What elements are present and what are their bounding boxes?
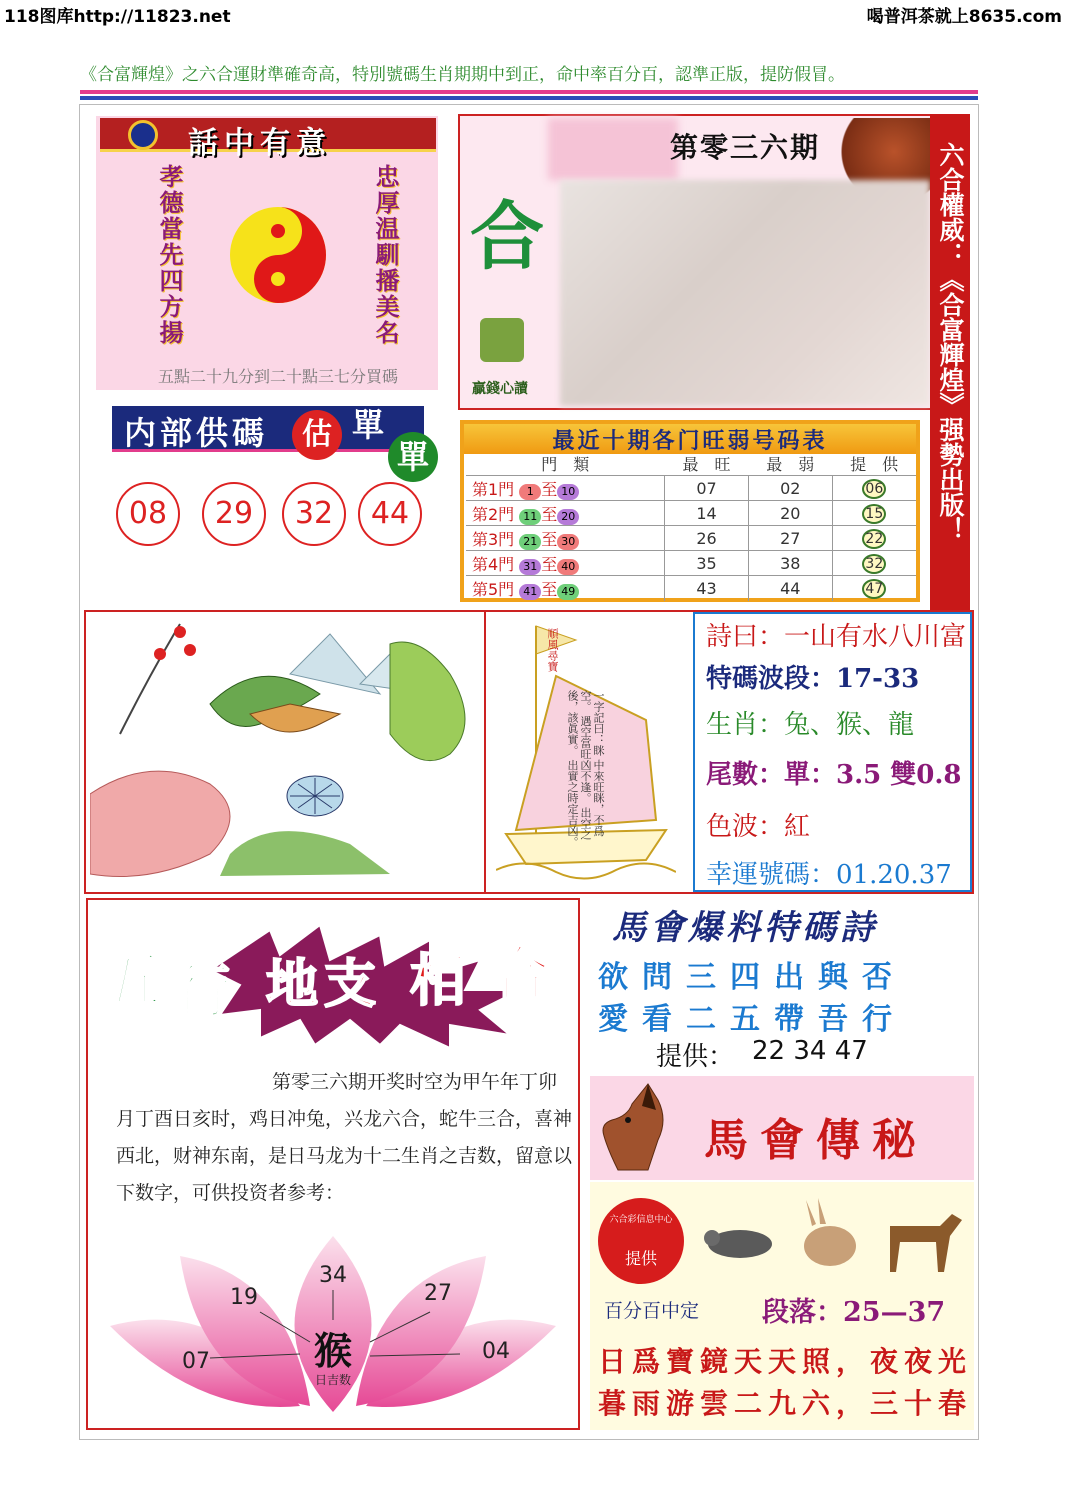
- poem-line: 色波：紅: [706, 812, 811, 842]
- neibu-number: 08: [116, 482, 180, 546]
- ball-badge: 21: [519, 534, 541, 550]
- column-header: 最 弱: [748, 452, 832, 476]
- rabbit-icon: [804, 1198, 856, 1266]
- wuxing-title-graphic: [100, 920, 570, 1050]
- table-row: [466, 526, 916, 551]
- door-label: 第1門: [472, 479, 515, 499]
- header-rule-pink: [80, 90, 978, 94]
- zodiac-animals-image: [700, 1196, 966, 1276]
- middle-divider: [484, 610, 486, 894]
- column-header: 最 旺: [665, 452, 749, 476]
- wallet-label: 贏錢心讀: [472, 381, 528, 397]
- mahui-provide-value: 22 34 47: [752, 1036, 868, 1066]
- stamp-ring-text: 六合彩信息中心: [609, 1215, 673, 1225]
- range-sep: 至: [541, 479, 558, 499]
- table-row: [466, 476, 916, 501]
- stamp-icon: [598, 1198, 684, 1284]
- door-label: 第5門: [472, 579, 515, 599]
- stamp-text: 提供: [624, 1249, 657, 1268]
- ball-badge: 41: [519, 584, 541, 600]
- site-link-right[interactable]: 喝普洱茶就上8635.com: [866, 7, 1062, 27]
- poem-line: 詩曰：一山有水八川富: [706, 622, 967, 652]
- offer-ring: 32: [862, 554, 886, 574]
- wuxing-title-char: 支: [324, 955, 377, 1015]
- table-row: [466, 576, 916, 601]
- mhcm-title: 馬會傳秘: [704, 1115, 928, 1166]
- range-sep: 至: [541, 554, 558, 574]
- hzy-right-verse: 忠厚温馴播美名: [371, 164, 399, 346]
- neibu-gu-badge: 估: [292, 410, 342, 460]
- column-header: 提 供: [832, 452, 916, 476]
- mhcm-verse: 暮雨游雲二九六，三十春: [598, 1387, 973, 1420]
- neibu-dan-badge: 單: [388, 432, 438, 482]
- logo-icon: [128, 120, 158, 150]
- door-table: [466, 452, 916, 601]
- ball-badge: 49: [557, 584, 579, 600]
- horse-icon: [890, 1214, 962, 1272]
- mahui-title: 馬會爆料特碼詩: [612, 908, 878, 948]
- min-cell: 27: [748, 526, 832, 551]
- offer-ring: 47: [862, 579, 886, 599]
- table-row: [466, 501, 916, 526]
- lotus-number: 19: [230, 1285, 258, 1310]
- mhcm-segment: 段落：25—37: [762, 1297, 946, 1328]
- min-cell: 20: [748, 501, 832, 526]
- mhcm-sure: 百分百中定: [604, 1300, 700, 1322]
- max-cell: 07: [665, 476, 749, 501]
- column-header: 門 類: [466, 452, 665, 476]
- masthead-char: 合: [470, 194, 544, 280]
- hzy-left-verse: 孝德當先四方揚: [155, 164, 183, 346]
- wuxing-title-char: 相: [410, 949, 466, 1014]
- rat-icon: [704, 1230, 772, 1258]
- boat-flag: 順風尋寶: [546, 628, 559, 672]
- neibu-dan-label: 單: [352, 406, 385, 444]
- lotus-graphic: [110, 1236, 556, 1420]
- ball-badge: 31: [519, 559, 541, 575]
- range-sep: 至: [541, 504, 558, 524]
- lotus-number: 27: [424, 1281, 452, 1306]
- lotus-center: 猴: [313, 1328, 353, 1373]
- lotus-number: 04: [482, 1339, 510, 1364]
- horse-head-icon: [598, 1080, 674, 1176]
- poem-line: 特碼波段：17-33: [706, 664, 920, 694]
- mahui-provide-label: 提供：: [656, 1042, 735, 1072]
- min-cell: 02: [748, 476, 832, 501]
- lotus-number: 07: [182, 1349, 210, 1374]
- mahui-verse: 愛看二五帶吾行: [598, 1002, 906, 1037]
- hzy-title: 話中有意: [188, 126, 332, 161]
- offer-ring: 15: [862, 504, 886, 524]
- max-cell: 26: [665, 526, 749, 551]
- poem-line: 生肖：兔、猴、龍: [706, 710, 915, 740]
- side-banner-text: 六合權威：《合富輝煌》强勢出版！: [936, 142, 965, 542]
- max-cell: 14: [665, 501, 749, 526]
- intro-text: 《合富輝煌》之六合運財準確奇高，特別號碼生肖期期中到正，命中率百分百，認準正版，提防假冒。: [80, 65, 845, 85]
- poem-box: [693, 612, 972, 892]
- range-sep: 至: [541, 529, 558, 549]
- wuxing-title-char: 地: [266, 955, 319, 1015]
- issue-number: 第零三六期: [670, 131, 821, 164]
- ball-badge: 1: [519, 484, 541, 500]
- offer-ring: 22: [862, 529, 886, 549]
- wuxing-title-char: 行: [174, 958, 233, 1026]
- lotus-center-sub: 日吉数: [314, 1373, 352, 1387]
- mahui-verse: 欲問三四出與否: [598, 960, 906, 995]
- mhcm-verse: 日爲寶鏡天天照，夜夜光: [598, 1345, 973, 1378]
- ball-badge: 40: [557, 559, 579, 575]
- range-sep: 至: [541, 579, 558, 599]
- hzy-time-note: 五點二十九分到二十點三七分買碼: [157, 367, 398, 386]
- wuxing-paragraph: 第零三六期开奖时空为甲午年丁卯月丁酉日亥时，鸡日冲兔，兴龙六合，蛇牛三合，喜神西北，财神东南，是日马龙为十二生肖之吉数，留意以下数字，可供投资者参考：: [116, 1071, 573, 1204]
- ball-badge: 30: [557, 534, 579, 550]
- neibu-title: 内部供碼: [124, 414, 269, 452]
- lotus-number: 34: [319, 1263, 347, 1288]
- neibu-number: 32: [282, 482, 346, 546]
- bird-scene-image: [90, 614, 482, 890]
- min-cell: 38: [748, 551, 832, 576]
- blurred-region: [560, 180, 930, 406]
- max-cell: 35: [665, 551, 749, 576]
- yinyang-icon: [228, 205, 328, 305]
- table-row: [466, 551, 916, 576]
- wallet-icon: [480, 318, 524, 362]
- wuxing-title-char: 合: [492, 940, 551, 1008]
- blurred-region: [548, 118, 678, 180]
- neibu-number: 29: [202, 482, 266, 546]
- boat-sail-text: 一字記曰：眯 中來旺眯，不爲空。 遇空當旺凶不逢。 出空之後，該眞實。 出實之時定吉凶。: [566, 690, 605, 848]
- poem-line: 尾數：單：3.5 雙0.8: [706, 760, 962, 790]
- door-label: 第3門: [472, 529, 515, 549]
- poem-line: 幸運號碼：01.20.37: [706, 860, 952, 890]
- max-cell: 43: [665, 576, 749, 601]
- door-label: 第4門: [472, 554, 515, 574]
- ball-badge: 11: [519, 509, 541, 525]
- site-link-left[interactable]: 118图库http://11823.net: [4, 7, 231, 27]
- wuxing-title-char: 五: [100, 944, 163, 1017]
- door-label: 第2門: [472, 504, 515, 524]
- header-rule-blue: [80, 96, 978, 100]
- ball-badge: 10: [557, 484, 579, 500]
- door-table-title: 最近十期各门旺弱号码表: [552, 429, 828, 454]
- min-cell: 44: [748, 576, 832, 601]
- offer-ring: 06: [862, 479, 886, 499]
- neibu-number: 44: [358, 482, 422, 546]
- ball-badge: 20: [557, 509, 579, 525]
